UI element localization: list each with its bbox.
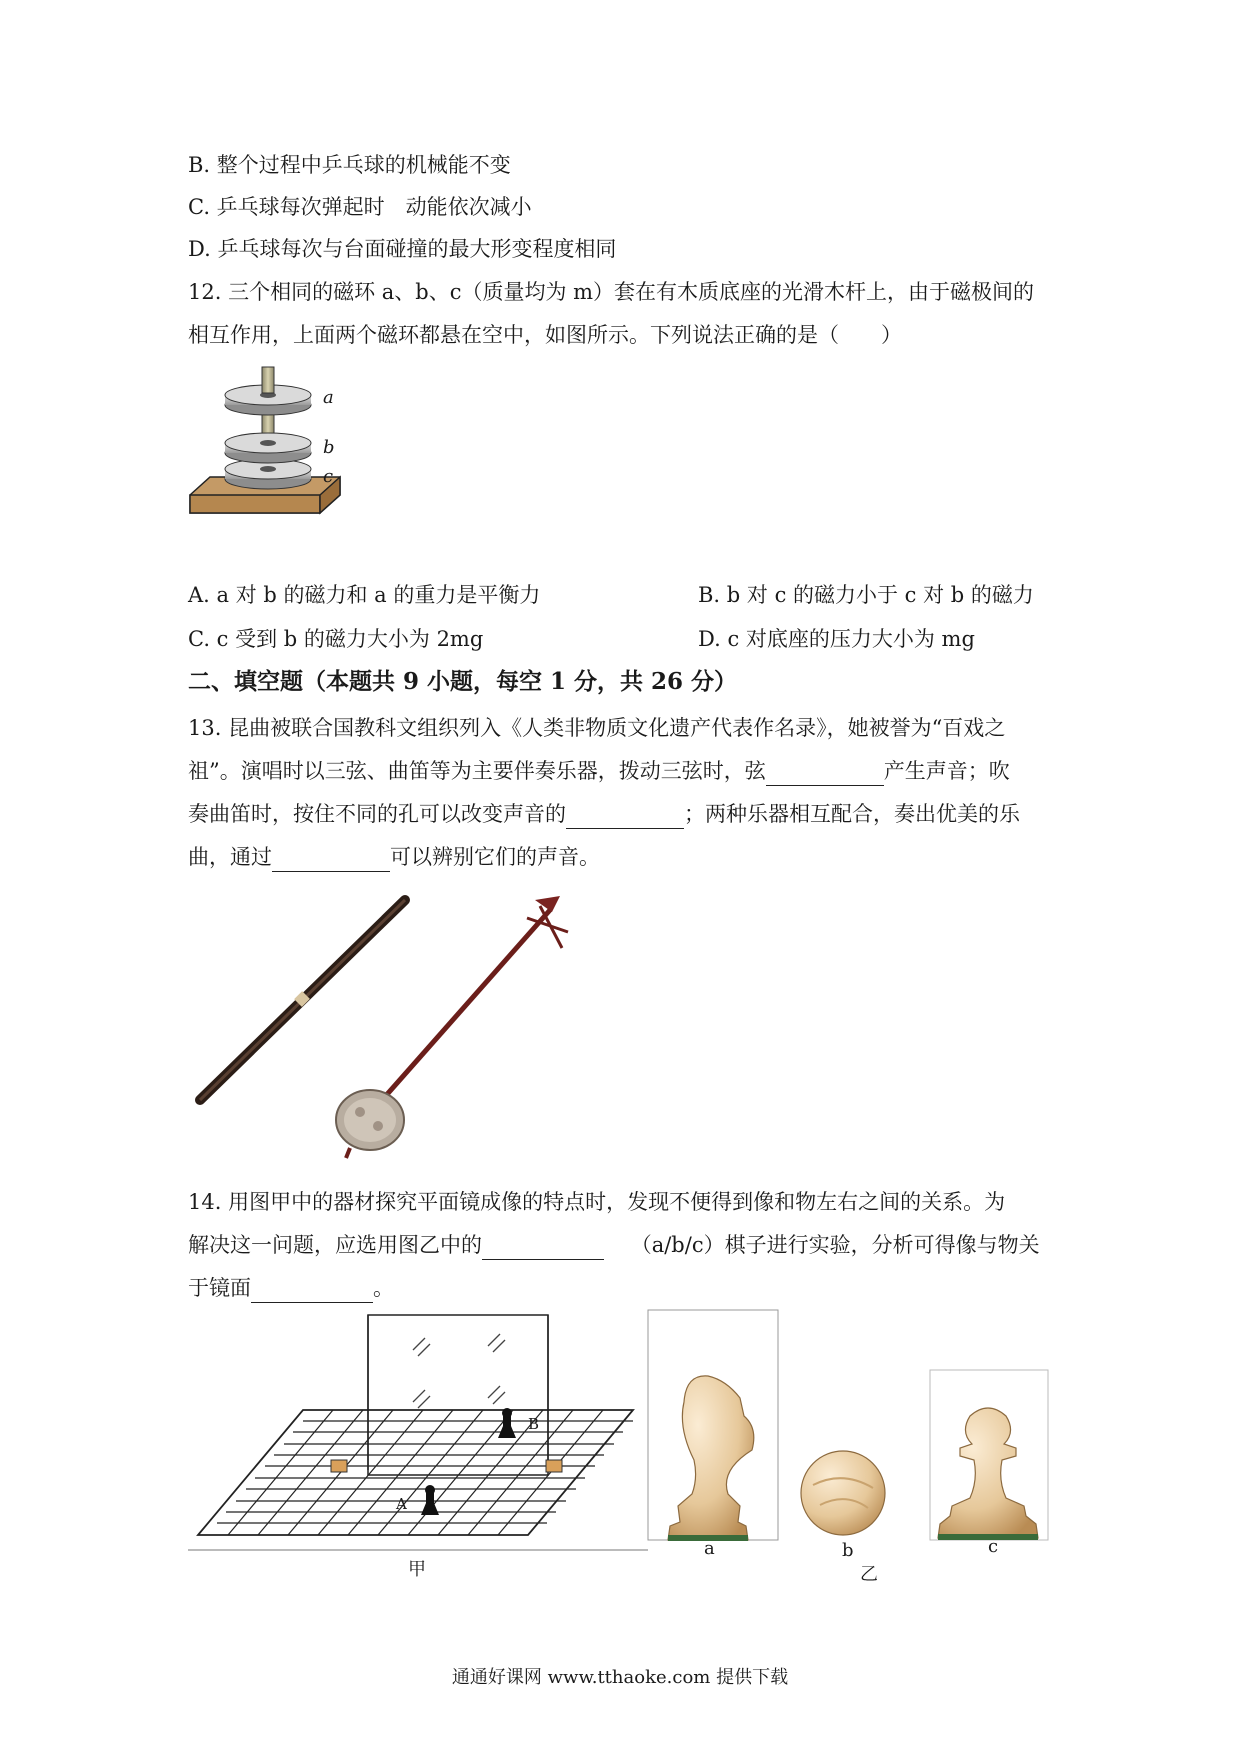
- figure-jia-caption: 甲: [408, 1559, 426, 1580]
- q12-option-d: D. c 对底座的压力大小为 mg: [698, 627, 975, 651]
- ring-label-a: a: [323, 387, 334, 408]
- ring-label-b: b: [323, 437, 335, 458]
- q13-line4: 曲，通过 可以辨别它们的声音。: [188, 842, 600, 872]
- q13-line1: 13. 昆曲被联合国教科文组织列入《人类非物质文化遗产代表作名录》，她被誉为“百戏之: [188, 716, 1006, 740]
- round-piece-b: [801, 1451, 885, 1535]
- figure-yi-caption: 乙: [860, 1564, 878, 1585]
- q11-option-b: B. 整个过程中乒乓球的机械能不变: [188, 153, 511, 177]
- knight-piece-a: [648, 1310, 778, 1541]
- q14-blank-1[interactable]: [482, 1235, 604, 1260]
- q12-option-c: C. c 受到 b 的磁力大小为 2mg: [188, 627, 484, 651]
- qudi-flute-image: [200, 900, 405, 1100]
- piece-label-A: A: [396, 1495, 407, 1513]
- piece-label-B: B: [528, 1415, 540, 1433]
- q11-option-c: C. 乒乓球每次弹起时 动能依次减小: [188, 195, 532, 219]
- q11-option-d: D. 乒乓球每次与台面碰撞的最大形变程度相同: [188, 237, 617, 261]
- q12-stem-line2: 相互作用，上面两个磁环都悬在空中，如图所示。下列说法正确的是（ ）: [188, 323, 902, 347]
- ring-label-c: c: [323, 466, 334, 487]
- q14-line3: 于镜面 。: [188, 1273, 394, 1303]
- pawn-piece-c: [930, 1370, 1048, 1540]
- q14-line1: 14. 用图甲中的器材探究平面镜成像的特点时，发现不便得到像和物左右之间的关系。为: [188, 1190, 1006, 1214]
- q14-blank-2[interactable]: [251, 1278, 373, 1303]
- piece-label-c: c: [988, 1536, 999, 1557]
- plane-mirror-setup-figure: [188, 1310, 648, 1560]
- q14-line2: 解决这一问题，应选用图乙中的 （a/b/c）棋子进行实验，分析可得像与物关: [188, 1230, 1040, 1260]
- glass-plate: [368, 1315, 548, 1475]
- section-title: 二、填空题（本题共 9 小题，每空 1 分，共 26 分）: [188, 668, 738, 695]
- q12-option-a: A. a 对 b 的磁力和 a 的重力是平衡力: [188, 583, 541, 607]
- q12-stem-line1: 12. 三个相同的磁环 a、b、c（质量均为 m）套在有木质底座的光滑木杆上，由于磁极间的: [188, 280, 1035, 304]
- q13-blank-3[interactable]: [272, 847, 390, 872]
- q13-line2: 祖”。演唱时以三弦、曲笛等为主要伴奏乐器，拨动三弦时，弦 产生声音；吹: [188, 756, 1010, 786]
- q13-line3: 奏曲笛时，按住不同的孔可以改变声音的 ；两种乐器相互配合，奏出优美的乐: [188, 799, 1020, 829]
- q13-blank-2[interactable]: [566, 804, 684, 829]
- q12-option-b: B. b 对 c 的磁力小于 c 对 b 的磁力: [698, 583, 1034, 607]
- instruments-figure: [190, 890, 610, 1160]
- piece-label-a: a: [704, 1538, 715, 1559]
- ring-b: [225, 433, 311, 463]
- footer-text: 通通好课网 www.tthaoke.com 提供下载: [451, 1667, 789, 1688]
- piece-label-b: b: [842, 1540, 854, 1561]
- chess-pieces-figure: [648, 1310, 1058, 1560]
- q13-blank-1[interactable]: [766, 761, 884, 786]
